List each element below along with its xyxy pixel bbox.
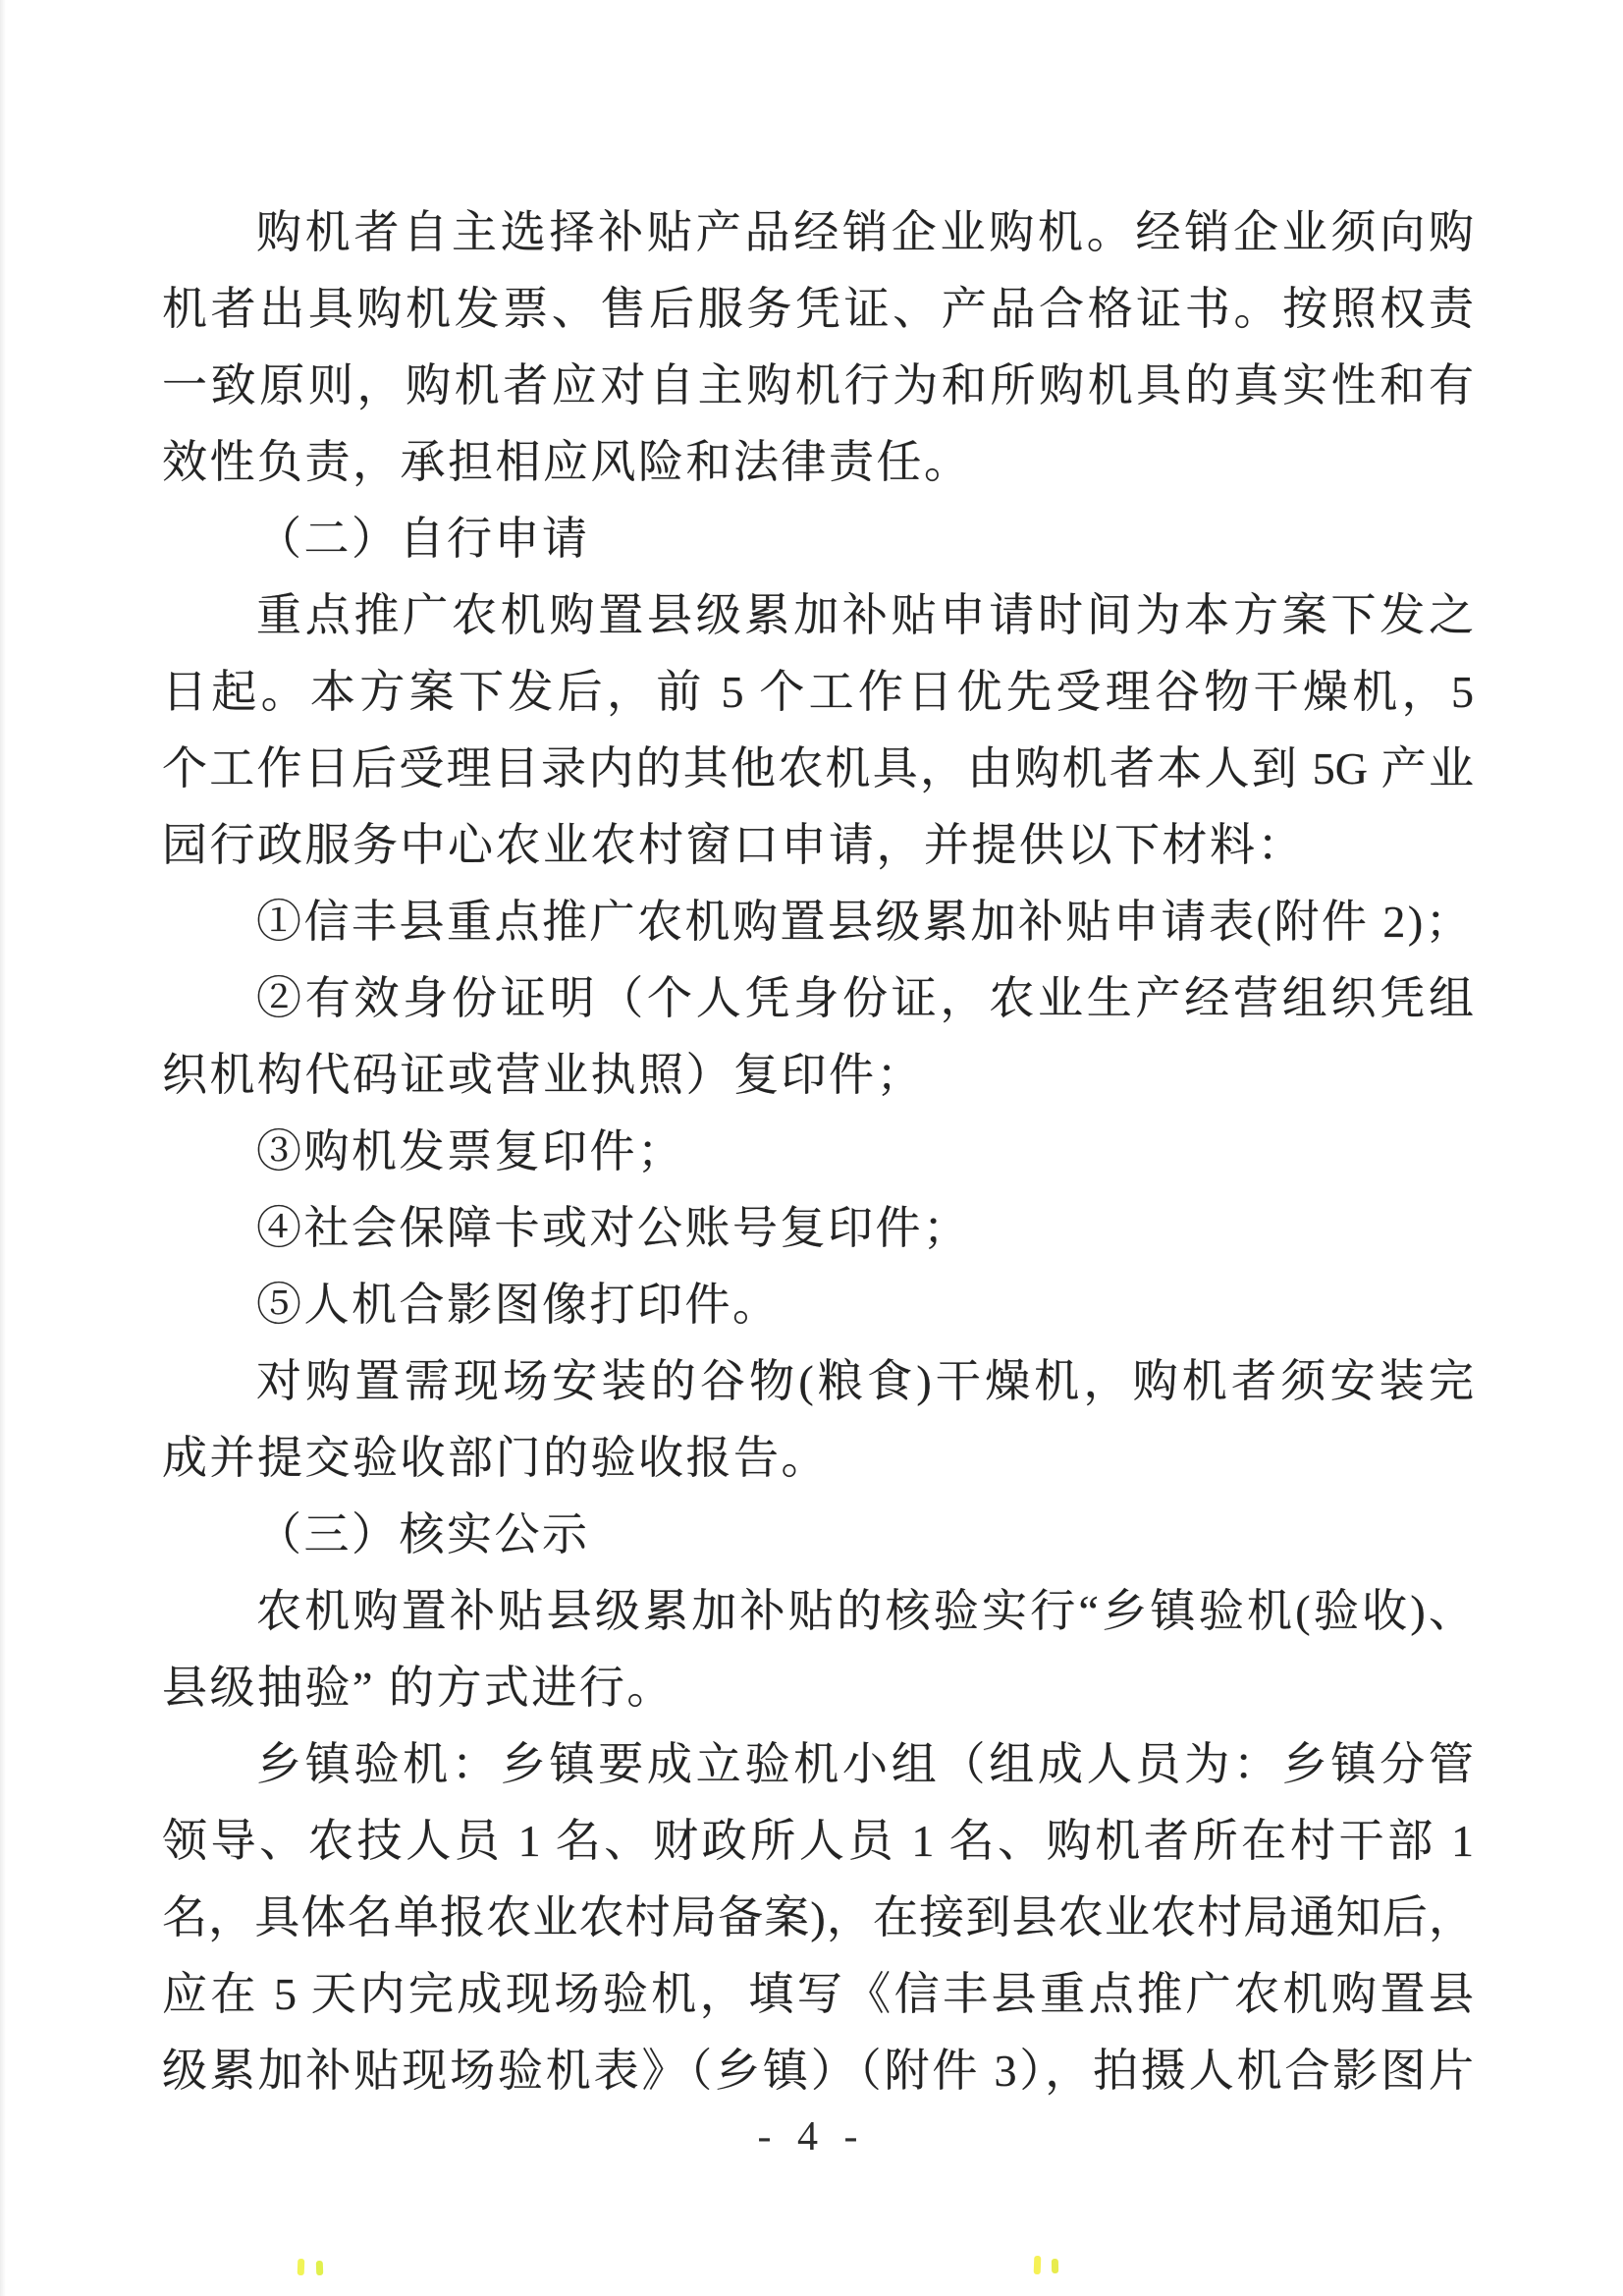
highlight-mark [1052, 2259, 1058, 2273]
document-text-line: 领导、农技人员 1 名、财政所人员 1 名、购机者所在村干部 1 [162, 1816, 1474, 1866]
document-text-line: 级累加补贴现场验机表》（乡镇）（附件 3），拍摄人机合影图片 [162, 2046, 1474, 2096]
document-text-line: 一致原则，购机者应对自主购机行为和所购机具的真实性和有 [162, 360, 1474, 410]
document-text-line: ④社会保障卡或对公账号复印件； [256, 1203, 971, 1253]
highlight-mark [316, 2261, 324, 2275]
document-text-line: 机者出具购机发票、售后服务凭证、产品合格证书。按照权责 [162, 284, 1474, 334]
document-text-line: 购机者自主选择补贴产品经销企业购机。经销企业须向购 [256, 207, 1474, 257]
document-text-line: ②有效身份证明（个人凭身份证，农业生产经营组织凭组 [256, 973, 1474, 1023]
document-text-line: 成并提交验收部门的验收报告。 [162, 1433, 829, 1483]
document-text-line: 县级抽验” 的方式进行。 [162, 1663, 675, 1713]
document-text-line: 应在 5 天内完成现场验机，填写《信丰县重点推广农机购置县 [162, 1969, 1474, 2019]
document-text-line: 织机构代码证或营业执照）复印件； [162, 1050, 924, 1100]
highlight-mark [298, 2259, 305, 2275]
document-text-line: 日起。本方案下发后，前 5 个工作日优先受理谷物干燥机，5 [162, 667, 1474, 717]
document-text-line: 农机购置补贴县级累加补贴的核验实行“乡镇验机(验收)、 [256, 1586, 1474, 1636]
highlight-mark [1034, 2256, 1042, 2274]
document-text-line: ③购机发票复印件； [256, 1126, 685, 1176]
document-text-line: 重点推广农机购置县级累加补贴申请时间为本方案下发之 [256, 590, 1474, 640]
document-text-line: 个工作日后受理目录内的其他农机具，由购机者本人到 5G 产业 [162, 743, 1474, 793]
document-text-line: （二）自行申请 [256, 514, 590, 564]
document-text-line: ①信丰县重点推广农机购置县级累加补贴申请表(附件 2)； [256, 897, 1474, 947]
document-text-line: 乡镇验机：乡镇要成立验机小组（组成人员为：乡镇分管 [256, 1739, 1474, 1789]
document-text-line: 园行政服务中心农业农村窗口申请，并提供以下材料： [162, 820, 1305, 870]
document-body-text [162, 194, 1474, 2109]
document-text-line: 效性负责，承担相应风险和法律责任。 [162, 437, 972, 487]
document-text-line: （三）核实公示 [256, 1509, 590, 1559]
document-text-line: 名，具体名单报农业农村局备案)，在接到县农业农村局通知后， [162, 1892, 1474, 1942]
page-number: - 4 - [757, 2114, 866, 2159]
document-text-line: ⑤人机合影图像打印件。 [256, 1280, 781, 1330]
document-text-line: 对购置需现场安装的谷物(粮食)干燥机，购机者须安装完 [256, 1356, 1474, 1406]
